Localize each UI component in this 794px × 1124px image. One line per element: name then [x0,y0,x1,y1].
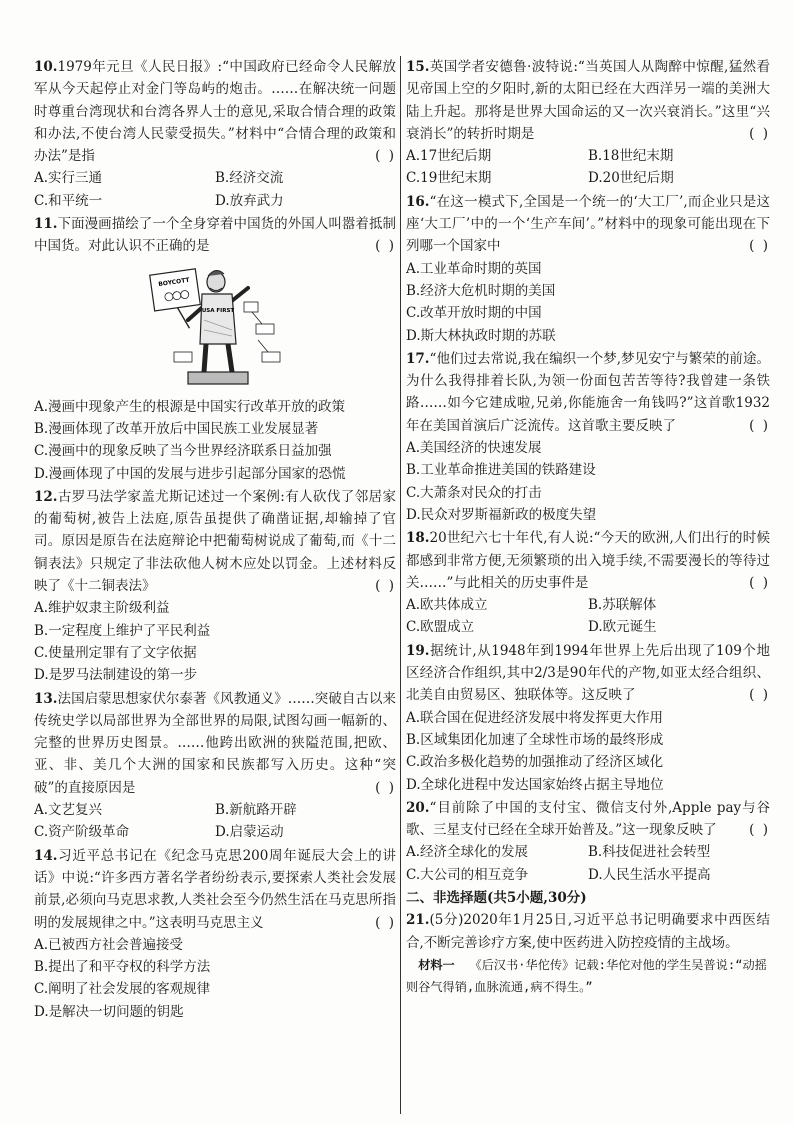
question-number: 11. [34,216,58,233]
column-divider [400,56,401,1114]
question-14 [34,845,396,1023]
question-number: 17. [406,350,430,367]
answer-blank: ( ) [375,578,396,595]
question-stem: 据统计,从1948年到1994年世界上先后出现了109个地区经济合作组织,其中2/3是90年代的产物,如亚太经合组织、北美自由贸易区、独联体等。这反映了 [406,642,770,704]
answer-blank: ( ) [749,417,770,434]
material-one [406,954,770,998]
option-b: B.漫画体现了改革开放后中国民族工业发展显著 [34,420,319,437]
material-label: 材料一 [418,957,455,972]
option-b: B.工业革命推进美国的铁路建设 [406,462,596,479]
option-a: A.实行三通 [34,170,103,187]
option-c: C.大公司的相互竞争 [406,866,529,883]
question-number: 21. [406,912,430,929]
question-stem: 习近平总书记在《纪念马克思200周年诞辰大会上的讲话》中说:“许多西方著名学者纷纷表示,要探索人类社会发展前景,必须向马克思求教,人类社会至今仍然生活在马克思所指明的发展规律之中。”这表明马克思主义 [34,847,396,931]
question-stem: “目前除了中国的支付宝、微信支付外,Apple pay与谷歌、三星支付已经在全球开始普及。”这一现象反映了 [406,799,770,839]
answer-blank: ( ) [749,822,770,839]
question-number: 20. [406,799,430,816]
options [34,799,396,844]
question-number: 15. [406,59,430,75]
option-b: B.经济交流 [215,170,284,187]
options [406,145,770,190]
question-16 [406,191,770,347]
option-c: C.资产阶级革命 [34,824,130,841]
question-stem: 20世纪六七十年代,有人说:“今天的欧洲,人们出行的时候都感到非常方便,无须繁琐的出入境手续,不需要漫长的等待过关……”与此相关的历史事件是 [406,530,770,591]
question-19 [406,640,770,796]
section-heading: 二、非选择题(共5小题,30分) [406,889,587,906]
options [406,437,770,526]
option-b: B.经济大危机时期的美国 [406,282,556,299]
cartoon-shirt-text: USA FIRST [201,307,235,314]
option-a: A.17世纪后期 [406,148,492,165]
question-stem: “在这一模式下,全国是一个统一的‘大工厂’,而企业只是这座‘大工厂’中的一个‘生产车间’。”材料中的现象可能出现在下列哪一个国家中 [406,193,770,255]
question-number: 19. [406,642,430,659]
answer-blank: ( ) [749,238,770,255]
cartoon-sign-text: BOYCOTT [157,276,190,288]
option-b: B.18世纪末期 [588,148,674,165]
options [34,396,396,485]
options [406,707,770,796]
options [406,258,770,347]
option-b: B.苏联解体 [588,597,657,614]
option-b: B.提出了和平夺权的科学方法 [34,959,211,976]
question-12 [34,486,396,687]
question-number: 18. [406,530,430,547]
left-column [34,56,396,1024]
option-c: C.改革开放时期的中国 [406,305,542,322]
option-a: A.经济全球化的发展 [406,844,529,861]
option-a: A.联合国在促进经济发展中将发挥更大作用 [406,709,664,726]
question-10 [34,56,396,212]
question-number: 12. [34,488,58,505]
option-a: A.漫画中现象产生的根源是中国实行改革开放的政策 [34,398,346,415]
option-b: B.区域集团化加速了全球性市场的最终形成 [406,731,664,748]
answer-blank: ( ) [375,779,396,796]
question-20 [406,797,770,886]
question-number: 13. [34,690,58,707]
options [406,841,770,886]
option-c: C.政治多极化趋势的加强推动了经济区域化 [406,754,664,771]
question-21 [406,909,770,998]
option-a: A.欧共体成立 [406,597,488,614]
question-18 [406,527,770,638]
option-b: B.一定程度上维护了平民利益 [34,622,211,639]
option-c: C.19世纪末期 [406,170,492,187]
option-d: D.全球化进程中发达国家始终占据主导地位 [406,776,664,793]
cartoon-figure [34,260,396,392]
question-stem: 1979年元旦《人民日报》:“中国政府已经命令人民解放军从今天起停止对金门等岛屿的炮击。……在解决统一问题时尊重台湾现状和台湾各界人士的意见,采取合情合理的政策和办法,不使台湾人民蒙受损失。”材料中“合情合理的政策和办法”是指 [34,59,396,165]
option-a: A.美国经济的快速发展 [406,440,542,457]
question-stem: 下面漫画描绘了一个全身穿着中国货的外国人叫嚣着抵制中国货。对此认识不正确的是 [34,216,396,255]
options [34,167,396,212]
question-13 [34,688,396,844]
answer-blank: ( ) [375,238,396,255]
question-17 [406,348,770,526]
answer-blank: ( ) [375,148,396,165]
option-c: C.使量刑定罪有了文字依据 [34,644,197,661]
option-c: C.和平统一 [34,192,103,209]
question-11 [34,213,396,485]
options [34,934,396,1023]
options [406,594,770,639]
answer-blank: ( ) [749,574,770,591]
options [34,597,396,686]
question-stem: 古罗马法学家盖尤斯记述过一个案例:有人砍伐了邻居家的葡萄树,被告上法庭,原告虽提供了确凿证据,却输掉了官司。原因是原告在法庭辩论中把葡萄树说成了葡萄,而《十二铜表法》只规定了非法砍他人树木应处以罚金。上述材料反映了《十二铜表法》 [34,488,396,595]
option-a: A.已被西方社会普遍接受 [34,936,184,953]
answer-blank: ( ) [375,914,396,931]
option-c: C.漫画中的现象反映了当今世界经济联系日益加强 [34,443,332,460]
option-d: D.启蒙运动 [215,824,284,841]
option-b: B.科技促进社会转型 [588,844,711,861]
option-c: C.大萧条对民众的打击 [406,484,542,501]
option-d: D.欧元诞生 [588,619,657,636]
right-column [406,56,770,999]
answer-blank: ( ) [749,687,770,704]
question-15 [406,56,770,190]
option-d: D.漫画体现了中国的发展与进步引起部分国家的恐慌 [34,465,346,482]
question-stem: 法国启蒙思想家伏尔泰著《风教通义》……突破自古以来传统史学以局部世界为全部世界的局限,试图勾画一幅新的、完整的世界历史图景。……他跨出欧洲的狭隘范围,把欧、亚、非、美几个大洲的国家和民族都写入历史。这种“突破”的直接原因是 [34,690,396,796]
option-d: D.人民生活水平提高 [588,866,711,883]
question-stem: (5分)2020年1月25日,习近平总书记明确要求中西医结合,不断完善诊疗方案,使中医药进入防控疫情的主战场。 [406,912,770,951]
option-d: D.斯大林执政时期的苏联 [406,327,556,344]
option-a: A.文艺复兴 [34,802,103,819]
question-number: 10. [34,59,58,75]
option-d: D.是罗马法制建设的第一步 [34,667,198,684]
question-stem: “他们过去常说,我在编织一个梦,梦见安宁与繁荣的前途。为什么我得排着长队,为领一份面包苦苦等待?我曾建一条铁路……如今它建成啦,兄弟,你能施舍一角钱吗?”这首歌1932年在美国首演后广泛流传。这首歌主要反映了 [406,350,770,434]
question-number: 14. [34,847,58,864]
option-b: B.新航路开辟 [215,802,297,819]
material-text: 《后汉书·华佗传》记载:华佗对他的学生吴普说:“动摇则谷气得销,血脉流通,病不得生。” [406,957,767,994]
answer-blank: ( ) [749,125,770,142]
option-d: D.放弃武力 [215,192,284,209]
option-d: D.民众对罗斯福新政的极度失望 [406,506,597,523]
boycott-cartoon-image [144,260,294,390]
option-a: A.维护奴隶主阶级利益 [34,600,170,617]
option-a: A.工业革命时期的英国 [406,260,542,277]
option-d: D.20世纪后期 [588,170,674,187]
option-d: D.是解决一切问题的钥匙 [34,1003,184,1020]
question-stem: 英国学者安德鲁·波特说:“当英国人从陶醉中惊醒,猛然看见帝国上空的夕阳时,新的太阳已经在大西洋另一端的美洲大陆上升起。那将是世界大国命运的又一次兴衰消长。”这里“兴衰消长”的转折时期是 [406,59,770,142]
option-c: C.阐明了社会发展的客观规律 [34,981,211,998]
question-number: 16. [406,193,430,210]
option-c: C.欧盟成立 [406,619,475,636]
